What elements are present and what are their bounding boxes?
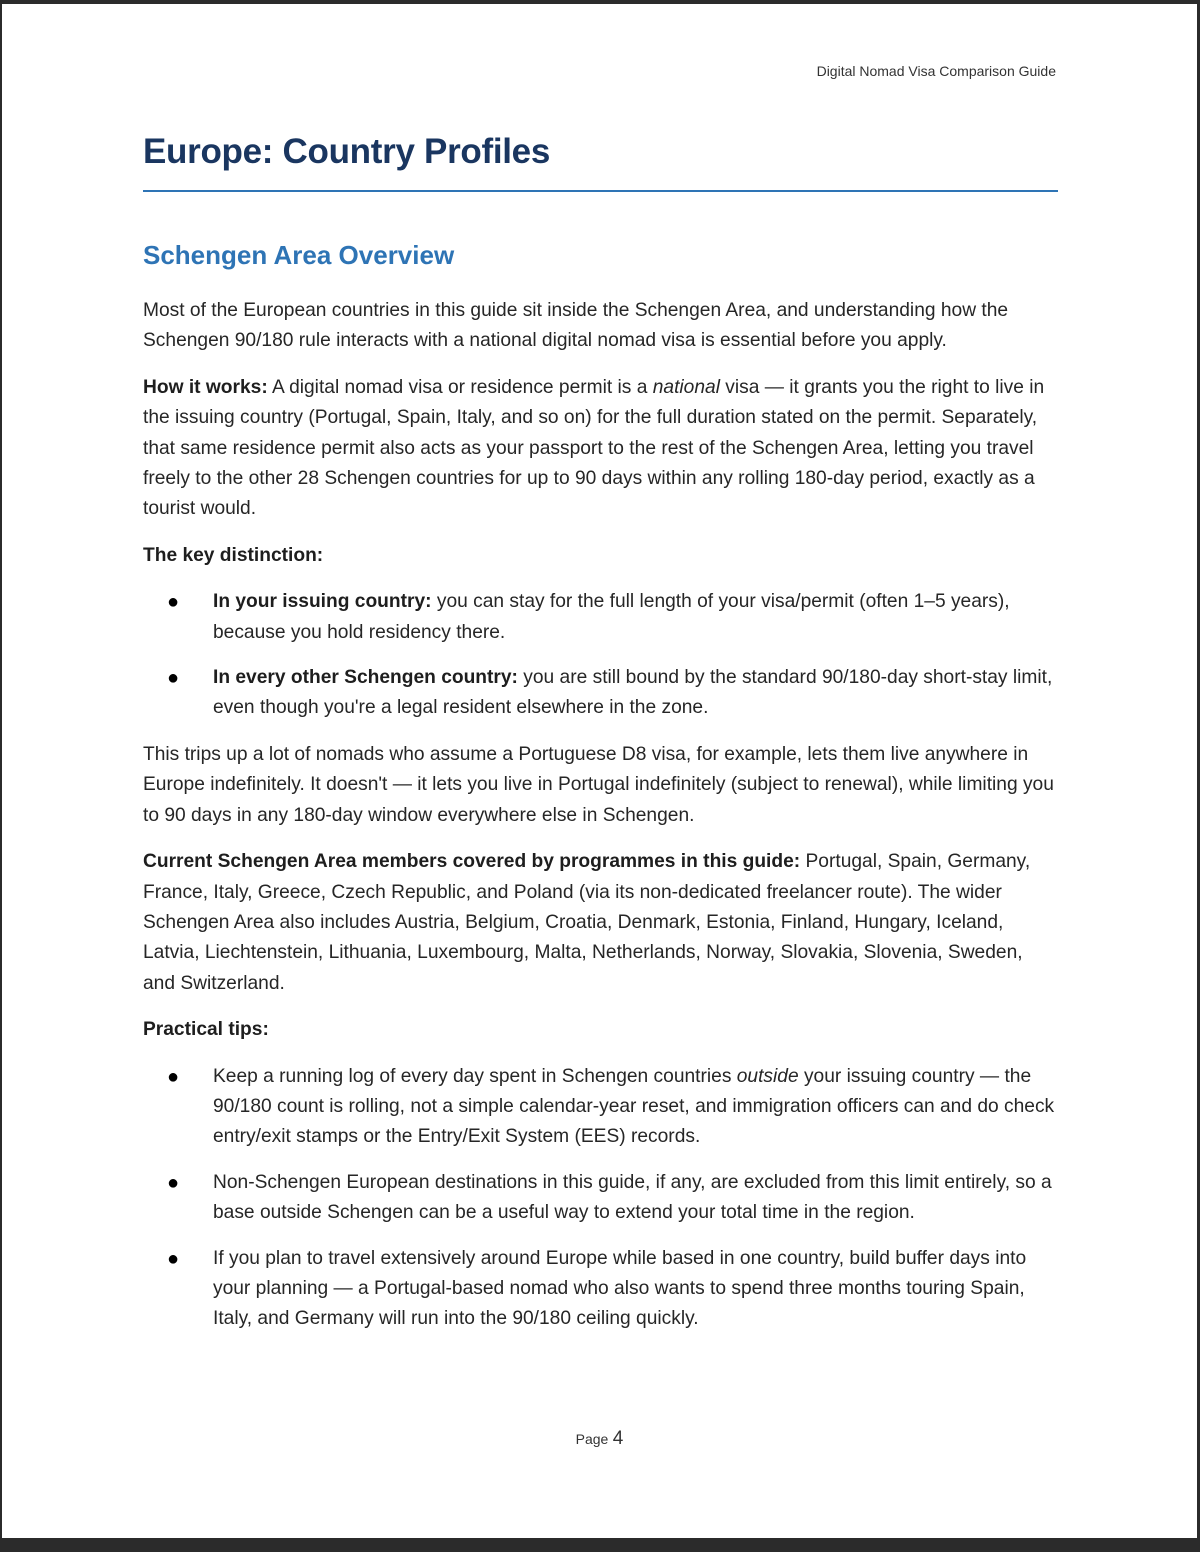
bullet-icon: ● <box>167 591 180 614</box>
running-header: Digital Nomad Visa Comparison Guide <box>816 63 1056 79</box>
practical-tips-label: Practical tips: <box>143 1019 269 1041</box>
page-title: Europe: Country Profiles <box>143 132 551 171</box>
key-distinction-list <box>143 587 1058 724</box>
bullet-icon: ● <box>167 1065 180 1088</box>
trips-up-paragraph: This trips up a lot of nomads who assume a Portuguese D8 visa, for example, lets them live anywhere in Europe indefinitely. It doesn't — it lets you live in Portugal indefinitely (subject to renewal), while limiting you to 90 days in any 180-day window everywhere else in Schengen. <box>143 743 1054 826</box>
list-item <box>143 663 1058 724</box>
how-it-works-text-1: A digital nomad visa or residence permit is a <box>267 376 653 398</box>
list-item <box>143 1168 1058 1229</box>
title-underline <box>143 190 1058 192</box>
list-item <box>143 1062 1058 1153</box>
key-distinction-heading <box>143 541 1058 571</box>
tip-text: Non-Schengen European destinations in this guide, if any, are excluded from this limit entirely, so a base outside Schengen can be a useful way to extend your total time in the region. <box>213 1171 1052 1224</box>
intro-paragraph: Most of the European countries in this guide sit inside the Schengen Area, and understanding how the Schengen 90/180 rule interacts with a national digital nomad visa is essential before you apply. <box>143 300 1009 352</box>
page-number: 4 <box>612 1428 624 1449</box>
practical-tips-heading <box>143 1015 1058 1045</box>
page-label: Page <box>575 1431 609 1447</box>
bullet-icon: ● <box>167 1247 180 1270</box>
how-it-works-emphasis: national <box>652 376 720 398</box>
bullet-icon: ● <box>167 1171 180 1194</box>
main-content <box>143 236 1058 1351</box>
members-text: Portugal, Spain, Germany, France, Italy, Greece, Czech Republic, and Poland (via its non-dedicated freelancer route). The wider Schengen Area also includes Austria, Belgium, Croatia, Denmark, Estonia, Finland, Hungary, Iceland, Latvia, Liechtenstein, Lithuania, Luxembourg, Malta, Netherlands, Norway, Slovakia, Slovenia, Sweden, and Switzerland. <box>143 851 1031 994</box>
members-paragraph <box>143 847 1058 999</box>
list-item-text: you can stay for the full length of your visa/permit (often 1–5 years), because you hold residency there. <box>213 591 1010 643</box>
section-heading: Schengen Area Overview <box>143 240 455 270</box>
how-it-works-paragraph <box>143 373 1058 525</box>
list-item-label: In every other Schengen country: <box>213 667 518 689</box>
how-it-works-label: How it works: <box>143 376 268 398</box>
practical-tips-list <box>143 1062 1058 1335</box>
document-page <box>2 4 1197 1538</box>
list-item <box>143 1244 1058 1335</box>
how-it-works-text-2: visa — it grants you the right to live in the issuing country (Portugal, Spain, Italy, and so on) for the full duration stated on the permit. Separately, that same residence permit also acts as your passport to the rest of the Schengen Area, letting you travel freely to the other 28 Schengen countries for up to 90 days within any rolling 180-day period, exactly as a tourist would. <box>143 376 1045 520</box>
list-item-label: In your issuing country: <box>213 591 432 613</box>
bullet-icon: ● <box>167 667 180 690</box>
tip-text: If you plan to travel extensively around Europe while based in one country, build buffer days into your planning — a Portugal-based nomad who also wants to spend three months touring Spain, Italy, and Germany will run into the 90/180 ceiling quickly. <box>213 1247 1027 1330</box>
list-item-text: you are still bound by the standard 90/180-day short-stay limit, even though you're a legal resident elsewhere in the zone. <box>213 667 1053 719</box>
tip-text-1: Keep a running log of every day spent in Schengen countries <box>213 1065 737 1087</box>
tip-emphasis: outside <box>736 1065 799 1087</box>
list-item <box>143 587 1058 648</box>
page-footer <box>2 1428 1197 1450</box>
tip-text-2: your issuing country — the 90/180 count is rolling, not a simple calendar-year reset, and immigration officers can and do check entry/exit stamps or the Entry/Exit System (EES) records. <box>213 1065 1055 1148</box>
members-label: Current Schengen Area members covered by programmes in this guide: <box>143 851 801 873</box>
key-distinction-label: The key distinction: <box>143 544 324 566</box>
